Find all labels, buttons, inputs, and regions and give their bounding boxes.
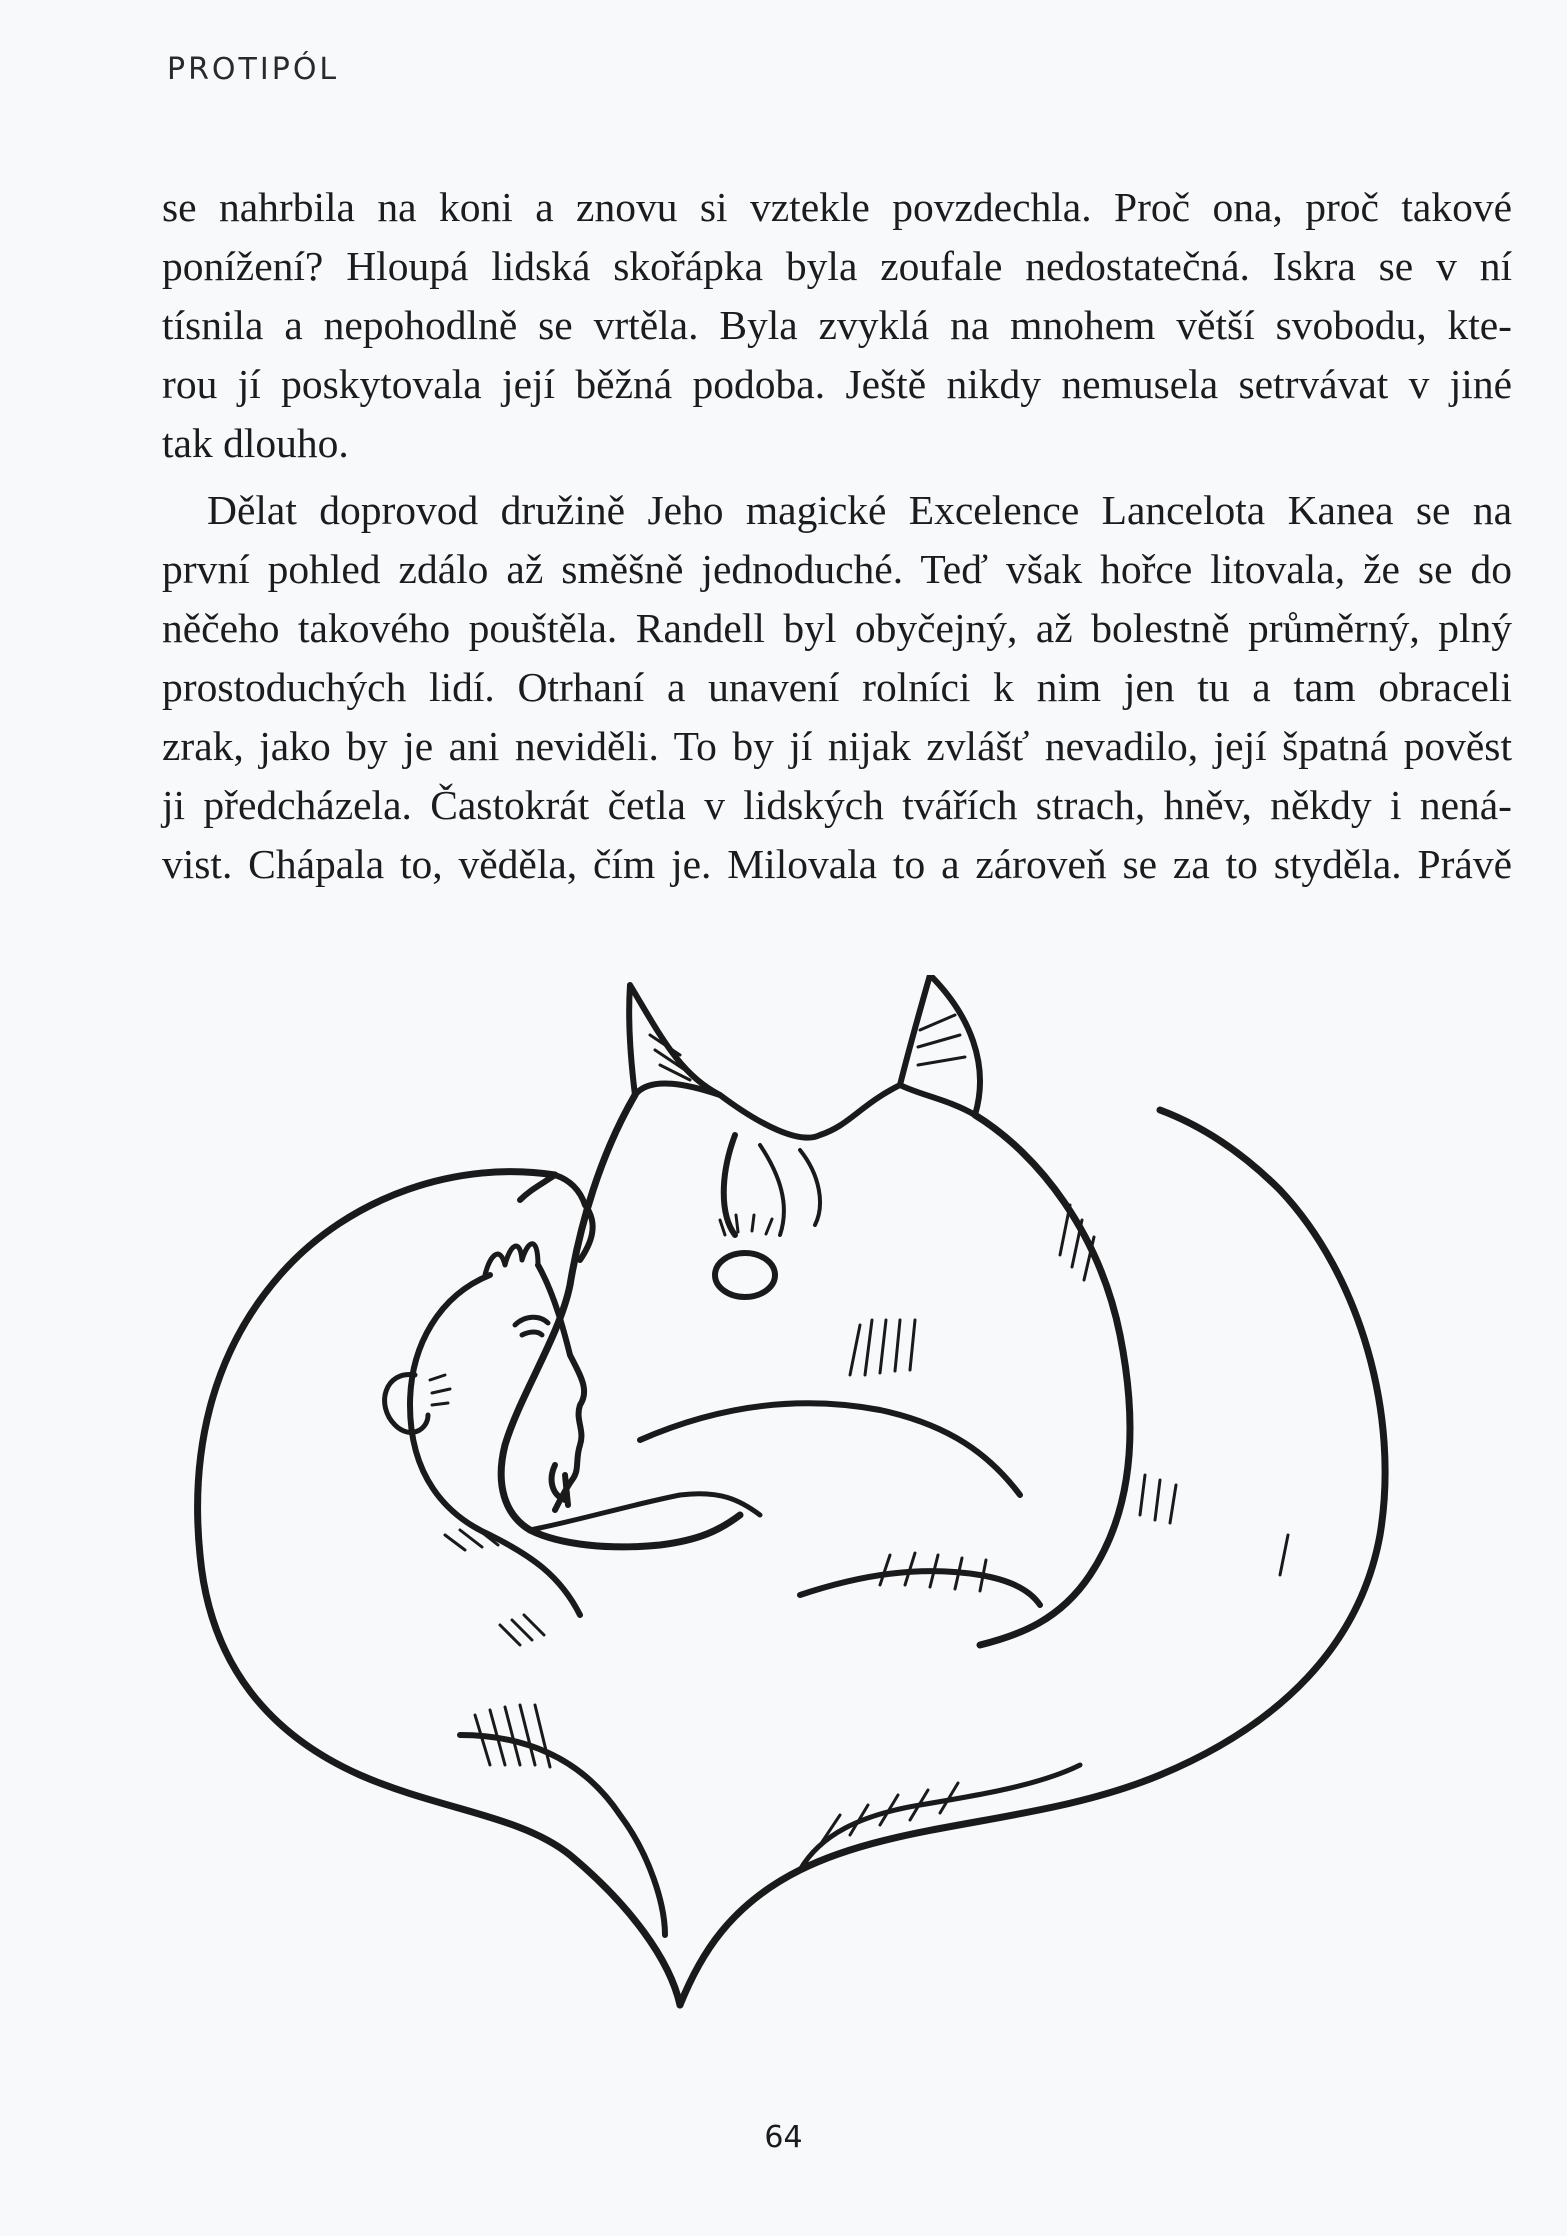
horse-face [501, 1095, 740, 1547]
heart-outline-right [680, 1110, 1385, 2005]
text-line: zrak, jako by je ani neviděli. To by jí nijak zvlášť nevadilo, její špatná pověst [162, 723, 1512, 769]
horse-nostril [552, 1465, 568, 1505]
text-line: tísnila a nepohodlně se vrtěla. Byla zvyklá na mnohem větší svobodu, kte- [162, 302, 1512, 348]
text-line: ponížení? Hloupá lidská skořápka byla zoufale nedostatečná. Iskra se v ní [162, 243, 1512, 289]
text-line: tak dlouho. [162, 420, 349, 466]
paragraph-1 [162, 178, 1512, 473]
horse-eye [715, 1253, 775, 1297]
horse-neck [975, 1115, 1130, 1645]
boy-and-horse-illustration [160, 975, 1450, 2010]
boy-ear [385, 1375, 428, 1433]
page-number: 64 [764, 2120, 803, 2155]
boy-eye [515, 1317, 548, 1335]
horse-chest [800, 1571, 1040, 1605]
text-line: Dělat doprovod družině Jeho magické Excelence Lancelota Kanea se na [207, 487, 1512, 533]
running-header: PROTIPÓL [167, 52, 340, 87]
text-line: něčeho takového pouštěla. Randell byl obyčejný, až bolestně průměrný, plný [162, 605, 1512, 651]
horse-forelock [720, 1085, 900, 1235]
text-line: ji předcházela. Častokrát četla v lidských tvářích strach, hněv, někdy i nená- [162, 782, 1512, 828]
boy-hair-tufts [485, 1244, 538, 1275]
heart-outline-left [198, 1172, 680, 2005]
text-line: rou jí poskytovala její běžná podoba. Ještě nikdy nemusela setrvávat v jiné [162, 361, 1512, 407]
text-line: prostoduchých lidí. Otrhaní a unavení rolníci k nim jen tu a tam obraceli [162, 664, 1512, 710]
text-line: se nahrbila na koni a znovu si vztekle povzdechla. Proč ona, proč takové [162, 184, 1512, 230]
paragraph-2 [162, 481, 1512, 894]
text-line: vist. Chápala to, věděla, čím je. Milovala to a zároveň se za to styděla. Právě [162, 841, 1512, 887]
boy-face [538, 1265, 584, 1510]
text-line: první pohled zdálo až směšně jednoduché. Teď však hořce litovala, že se do [162, 546, 1512, 592]
horse-ear-left [629, 985, 720, 1095]
body-text [162, 178, 1512, 894]
horse-ear-right [900, 975, 980, 1115]
horse-jaw [640, 1403, 1020, 1495]
